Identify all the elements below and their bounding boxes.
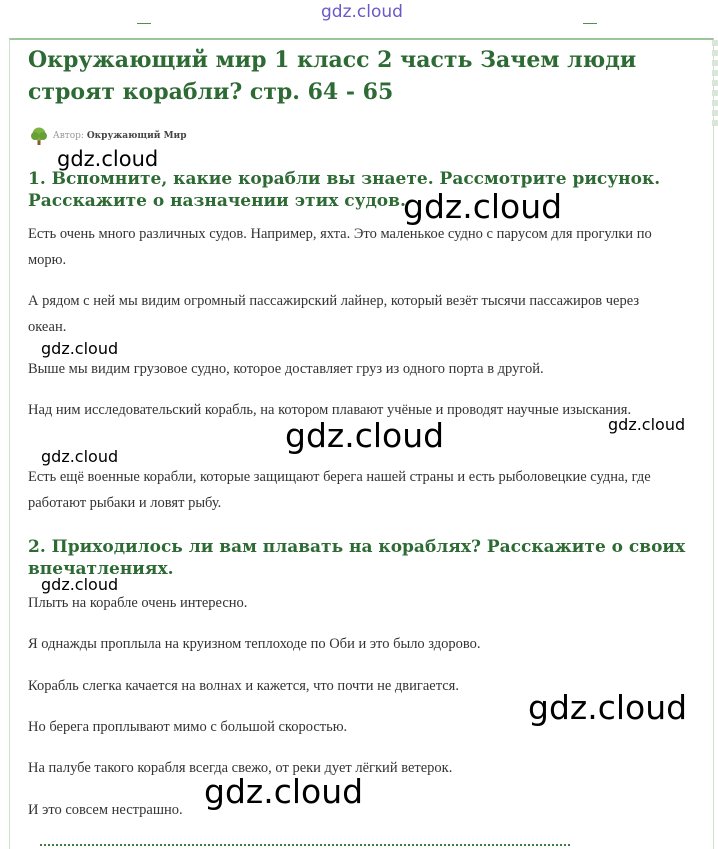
watermark-text: gdz.cloud [41, 575, 119, 594]
paragraph: Есть очень много различных судов. Например, яхта. Это маленькое судно с парусом для прогулки по морю. [28, 226, 652, 268]
paragraph: Есть ещё военные корабли, которые защищают берега нашей страны и есть рыболовецкие судна, где работают рыбаки и ловят рыбу. [28, 469, 651, 511]
watermark-text: gdz.cloud [608, 415, 686, 434]
watermark-text: gdz.cloud [285, 416, 445, 455]
paragraph: На палубе такого корабля всегда свежо, от реки дует лёгкий ветерок. [28, 760, 453, 776]
site-logo[interactable]: gdz.cloud [321, 2, 403, 22]
paragraph: Корабль слегка качается на волнах и кажется, что почти не двигается. [28, 678, 459, 694]
paragraph: Но берега проплывают мимо с большой скоростью. [28, 719, 348, 735]
author-line [29, 126, 187, 146]
next-section-edge [40, 844, 570, 846]
paragraph: И это совсем нестрашно. [28, 802, 183, 818]
page-title: Окружающий мир 1 класс 2 часть Зачем люди строят корабли? стр. 64 - 65 [28, 47, 637, 105]
watermark-text: gdz.cloud [41, 339, 119, 358]
watermark-text: gdz.cloud [528, 688, 688, 727]
watermark-text: gdz.cloud [204, 772, 364, 811]
watermark-text: gdz.cloud [403, 187, 563, 226]
section-heading: 2. Приходилось ли вам плавать на кораблях? Расскажите о своих впечатлениях. [28, 537, 686, 579]
section-heading: 1. Вспомните, какие корабли вы знаете. Рассмотрите рисунок. Расскажите о назначении этих судов. [28, 169, 661, 211]
paragraph: Плыть на корабле очень интересно. [28, 595, 248, 611]
paragraph: Над ним исследовательский корабль, на котором плавают учёные и проводят научные изыскания. [28, 402, 632, 418]
top-bar-dash [137, 23, 151, 24]
author-name[interactable]: Окружающий Мир [86, 131, 187, 141]
top-bar [0, 0, 718, 38]
author-label: Автор: [52, 131, 84, 141]
tree-icon [29, 126, 49, 146]
watermark-text: gdz.cloud [41, 447, 119, 466]
top-bar-dash [583, 23, 597, 24]
sidebar-edge [712, 40, 718, 130]
watermark-text: gdz.cloud [57, 147, 159, 171]
paragraph: Выше мы видим грузовое судно, которое доставляет груз из одного порта в другой. [28, 361, 544, 377]
paragraph: Я однажды проплыла на круизном теплоходе по Оби и это было здорово. [28, 636, 481, 652]
paragraph: А рядом с ней мы видим огромный пассажирский лайнер, который везёт тысячи пассажиров через океан. [28, 293, 640, 335]
